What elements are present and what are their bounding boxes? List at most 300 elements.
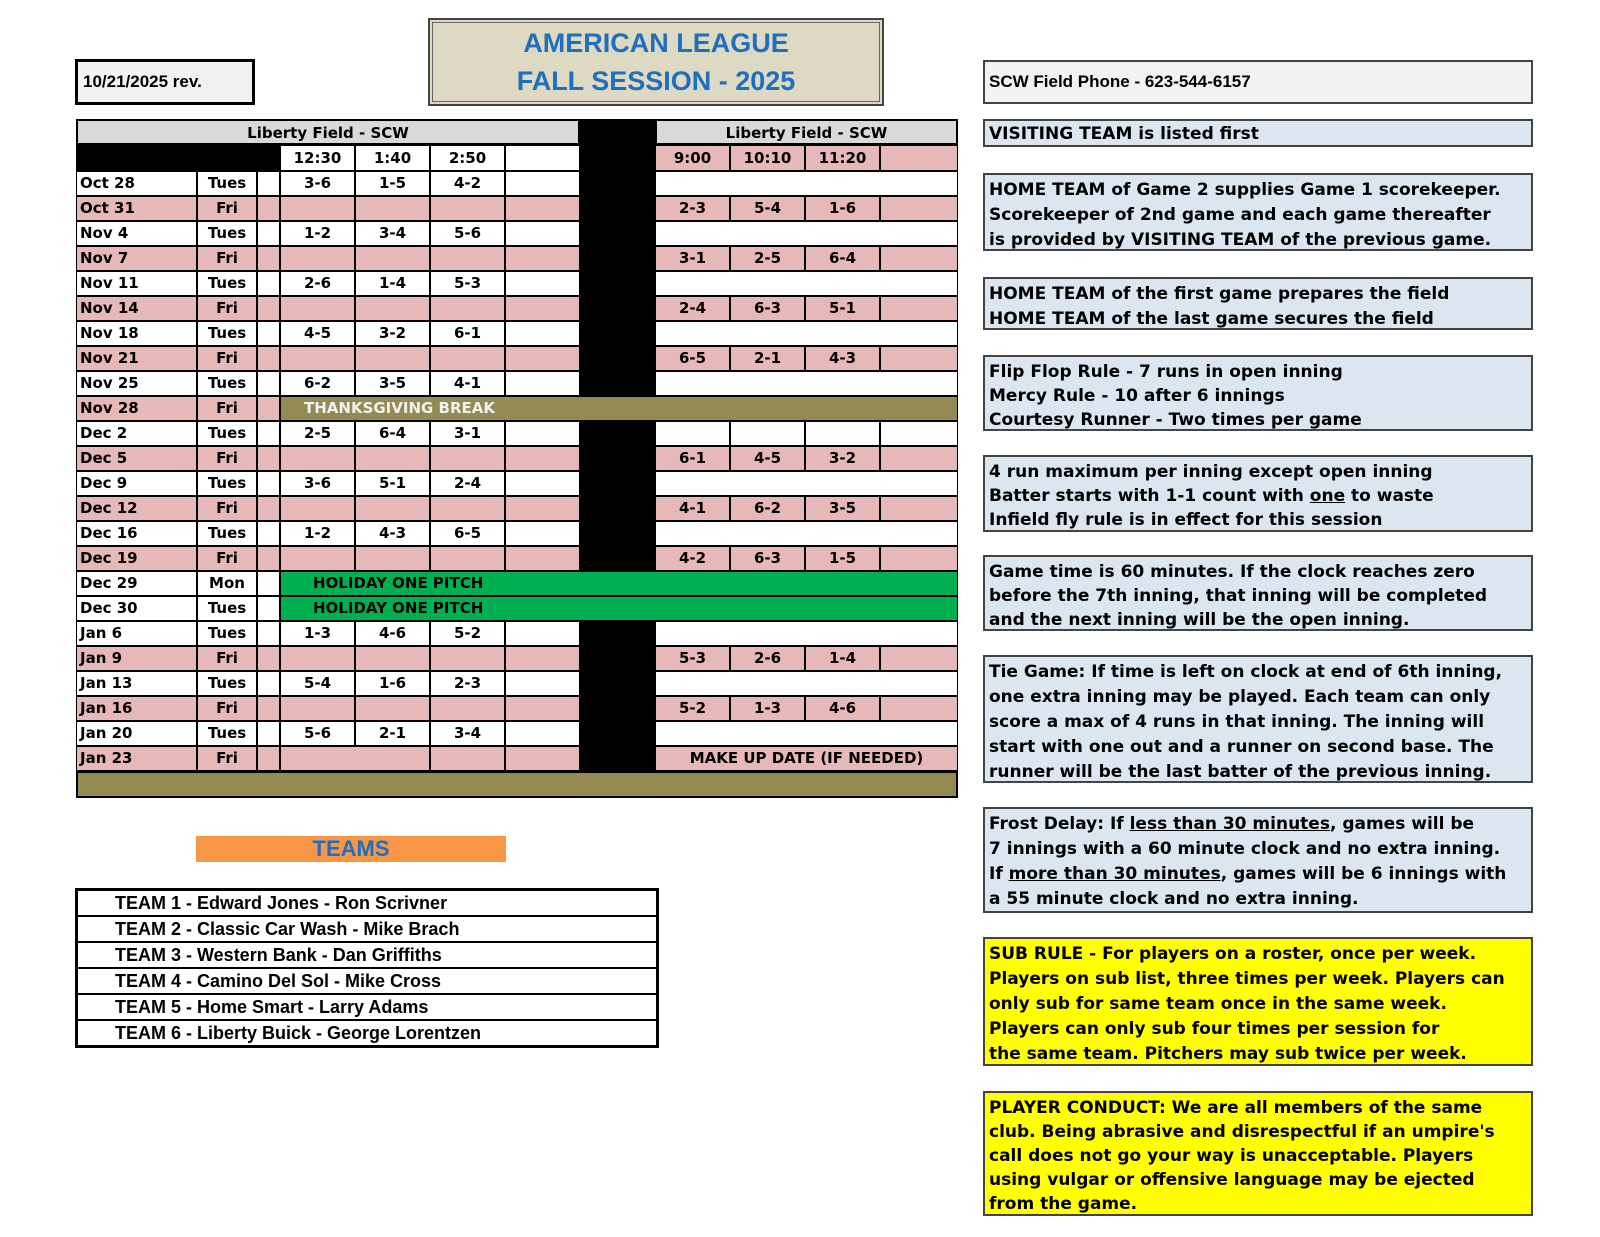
game-cell bbox=[430, 546, 505, 571]
schedule-cell bbox=[505, 496, 580, 521]
rule-line: from the game. bbox=[989, 1194, 1138, 1214]
schedule-cell bbox=[257, 346, 280, 371]
game-cell: 6-5 bbox=[430, 521, 505, 546]
schedule-cell bbox=[505, 221, 580, 246]
divider-column bbox=[580, 746, 655, 771]
game-cell: 5-1 bbox=[805, 296, 880, 321]
schedule-cell bbox=[257, 521, 280, 546]
rule-line: and the next inning will be the open inning. bbox=[989, 610, 1410, 630]
game-cell: 4-5 bbox=[730, 446, 805, 471]
rule-line: HOME TEAM of the first game prepares the field bbox=[989, 284, 1450, 304]
game-cell: 4-5 bbox=[280, 321, 355, 346]
schedule-day: Fri bbox=[197, 296, 257, 321]
game-cell: 1-6 bbox=[355, 671, 430, 696]
game-cell: 5-2 bbox=[655, 696, 730, 721]
schedule-cell bbox=[505, 546, 580, 571]
schedule-date: Dec 2 bbox=[76, 421, 197, 446]
game-cell bbox=[430, 696, 505, 721]
schedule-date: Dec 19 bbox=[76, 546, 197, 571]
game-cell bbox=[280, 696, 355, 721]
schedule-date: Nov 4 bbox=[76, 221, 197, 246]
game-cell: 2-1 bbox=[730, 346, 805, 371]
schedule-date: Nov 28 bbox=[76, 396, 197, 421]
rule-frost-delay bbox=[983, 807, 1533, 913]
schedule-cell bbox=[655, 171, 958, 196]
schedule-day: Fri bbox=[197, 246, 257, 271]
game-cell: 5-1 bbox=[355, 471, 430, 496]
schedule-cell bbox=[257, 271, 280, 296]
schedule-date: Dec 29 bbox=[76, 571, 197, 596]
rule-line: SUB RULE - For players on a roster, once per week. bbox=[989, 944, 1477, 964]
rule-line: only sub for same team once in the same week. bbox=[989, 994, 1447, 1014]
schedule-cell bbox=[257, 246, 280, 271]
schedule-cell bbox=[655, 221, 958, 246]
field-header-left: Liberty Field - SCW bbox=[76, 119, 580, 145]
rule-line: Players can only sub four times per session for bbox=[989, 1019, 1440, 1039]
rule-game-time bbox=[983, 555, 1533, 631]
schedule-cell bbox=[257, 696, 280, 721]
schedule-cell bbox=[257, 746, 280, 771]
schedule-cell bbox=[257, 421, 280, 446]
schedule-day: Fri bbox=[197, 396, 257, 421]
revision-date: 10/21/2025 rev. bbox=[75, 59, 255, 105]
time-header: 2:50 bbox=[430, 145, 505, 171]
schedule-cell bbox=[655, 421, 730, 446]
schedule-cell bbox=[257, 571, 280, 596]
schedule-date: Nov 11 bbox=[76, 271, 197, 296]
schedule-cell bbox=[257, 596, 280, 621]
rule-line: using vulgar or offensive language may be ejected bbox=[989, 1170, 1475, 1190]
schedule-date: Dec 9 bbox=[76, 471, 197, 496]
schedule-cell bbox=[880, 496, 958, 521]
game-cell: 1-2 bbox=[280, 521, 355, 546]
title-line-2: FALL SESSION - 2025 bbox=[516, 66, 796, 96]
game-cell bbox=[280, 496, 355, 521]
team-item: TEAM 2 - Classic Car Wash - Mike Brach bbox=[78, 917, 656, 943]
schedule-cell bbox=[805, 421, 880, 446]
schedule-day: Tues bbox=[197, 221, 257, 246]
schedule-cell bbox=[880, 446, 958, 471]
divider-column bbox=[580, 196, 655, 221]
rule-line: Game time is 60 minutes. If the clock reaches zero bbox=[989, 562, 1475, 582]
divider-column bbox=[580, 346, 655, 371]
game-cell: 3-6 bbox=[280, 471, 355, 496]
divider-column bbox=[580, 119, 655, 145]
schedule-cell bbox=[655, 371, 958, 396]
schedule-day: Tues bbox=[197, 721, 257, 746]
schedule-day: Tues bbox=[197, 421, 257, 446]
game-cell: 1-6 bbox=[805, 196, 880, 221]
schedule-cell bbox=[257, 546, 280, 571]
schedule-cell bbox=[880, 546, 958, 571]
game-cell bbox=[280, 346, 355, 371]
divider-column bbox=[580, 321, 655, 346]
divider-column bbox=[580, 696, 655, 721]
game-cell: 1-3 bbox=[730, 696, 805, 721]
field-header-right: Liberty Field - SCW bbox=[655, 119, 958, 145]
schedule-cell bbox=[655, 621, 958, 646]
game-cell: 1-4 bbox=[355, 271, 430, 296]
game-cell bbox=[355, 646, 430, 671]
game-cell bbox=[355, 546, 430, 571]
schedule-day: Fri bbox=[197, 346, 257, 371]
schedule-cell bbox=[505, 171, 580, 196]
game-cell: 3-5 bbox=[805, 496, 880, 521]
game-cell: 5-6 bbox=[280, 721, 355, 746]
rule-line: one extra inning may be played. Each team can only bbox=[989, 687, 1491, 707]
schedule-cell bbox=[505, 346, 580, 371]
rule-line: 7 innings with a 60 minute clock and no extra inning. bbox=[989, 839, 1501, 859]
schedule-cell bbox=[257, 646, 280, 671]
game-cell bbox=[430, 646, 505, 671]
schedule-date: Jan 6 bbox=[76, 621, 197, 646]
teams-list bbox=[75, 888, 659, 1048]
schedule-date: Nov 18 bbox=[76, 321, 197, 346]
game-cell: 3-1 bbox=[430, 421, 505, 446]
divider-column bbox=[580, 296, 655, 321]
schedule-cell bbox=[505, 721, 580, 746]
schedule-day: Tues bbox=[197, 271, 257, 296]
break-label: THANKSGIVING BREAK bbox=[304, 399, 496, 417]
game-cell bbox=[355, 346, 430, 371]
game-cell: 3-4 bbox=[430, 721, 505, 746]
schedule-cell bbox=[257, 621, 280, 646]
rule-line: score a max of 4 runs in that inning. The inning will bbox=[989, 712, 1485, 732]
teams-label: TEAMS bbox=[196, 836, 506, 862]
schedule-cell bbox=[880, 346, 958, 371]
schedule-cell bbox=[655, 721, 958, 746]
schedule-cell bbox=[257, 471, 280, 496]
rule-line: Mercy Rule - 10 after 6 innings bbox=[989, 386, 1285, 406]
game-cell bbox=[355, 196, 430, 221]
schedule-cell bbox=[505, 671, 580, 696]
schedule-cell bbox=[505, 271, 580, 296]
schedule-cell bbox=[505, 746, 580, 771]
game-cell: 2-1 bbox=[355, 721, 430, 746]
game-cell: 3-5 bbox=[355, 371, 430, 396]
game-cell: 1-5 bbox=[805, 546, 880, 571]
divider-column bbox=[580, 421, 655, 446]
rule-line: Frost Delay: If less than 30 minutes, games will be bbox=[989, 814, 1475, 834]
schedule-day: Fri bbox=[197, 446, 257, 471]
game-cell: 4-1 bbox=[655, 496, 730, 521]
divider-column bbox=[580, 521, 655, 546]
divider-column bbox=[580, 371, 655, 396]
schedule-cell bbox=[430, 746, 505, 771]
makeup-date-note: MAKE UP DATE (IF NEEDED) bbox=[655, 746, 958, 771]
game-cell bbox=[430, 246, 505, 271]
schedule-cell bbox=[257, 446, 280, 471]
game-cell bbox=[430, 196, 505, 221]
game-cell: 6-2 bbox=[730, 496, 805, 521]
rule-line: start with one out and a runner on second base. The bbox=[989, 737, 1494, 757]
rule-line: HOME TEAM of the last game secures the field bbox=[989, 309, 1434, 329]
game-cell: 6-4 bbox=[805, 246, 880, 271]
game-cell: 1-3 bbox=[280, 621, 355, 646]
schedule-date: Dec 5 bbox=[76, 446, 197, 471]
schedule-day: Fri bbox=[197, 696, 257, 721]
game-cell bbox=[355, 496, 430, 521]
game-cell: 4-2 bbox=[655, 546, 730, 571]
schedule-day: Tues bbox=[197, 671, 257, 696]
game-cell: 5-6 bbox=[430, 221, 505, 246]
schedule-day: Mon bbox=[197, 571, 257, 596]
schedule-cell bbox=[505, 196, 580, 221]
schedule-day: Tues bbox=[197, 596, 257, 621]
game-cell: 4-6 bbox=[355, 621, 430, 646]
team-item: TEAM 6 - Liberty Buick - George Lorentzen bbox=[115, 1023, 482, 1043]
schedule-cell bbox=[880, 421, 958, 446]
game-cell bbox=[355, 246, 430, 271]
rule-line: Tie Game: If time is left on clock at end of 6th inning, bbox=[989, 662, 1503, 682]
rule-line: Courtesy Runner - Two times per game bbox=[989, 410, 1362, 430]
field-phone: SCW Field Phone - 623-544-6157 bbox=[983, 60, 1533, 104]
rule-line: is provided by VISITING TEAM of the previous game. bbox=[989, 230, 1492, 250]
rule-line: VISITING TEAM is listed first bbox=[989, 124, 1259, 144]
game-cell: 3-2 bbox=[805, 446, 880, 471]
schedule-cell bbox=[505, 296, 580, 321]
game-cell: 1-2 bbox=[280, 221, 355, 246]
divider-column bbox=[580, 221, 655, 246]
holiday-band bbox=[280, 571, 958, 596]
rule-line: HOME TEAM of Game 2 supplies Game 1 scorekeeper. bbox=[989, 180, 1501, 200]
rule-line: Players on sub list, three times per week. Players can bbox=[989, 969, 1505, 989]
schedule-date: Jan 23 bbox=[76, 746, 197, 771]
schedule-cell bbox=[505, 646, 580, 671]
schedule-date: Dec 30 bbox=[76, 596, 197, 621]
game-cell: 6-3 bbox=[730, 296, 805, 321]
divider-column bbox=[580, 246, 655, 271]
rule-line: a 55 minute clock and no extra inning. bbox=[989, 889, 1359, 909]
schedule-date: Jan 16 bbox=[76, 696, 197, 721]
schedule-cell bbox=[505, 371, 580, 396]
schedule-date: Jan 20 bbox=[76, 721, 197, 746]
team-item: TEAM 1 - Edward Jones - Ron Scrivner bbox=[78, 891, 656, 917]
game-cell: 4-3 bbox=[355, 521, 430, 546]
schedule-cell bbox=[880, 646, 958, 671]
divider-column bbox=[580, 646, 655, 671]
title-line-1: AMERICAN LEAGUE bbox=[523, 28, 789, 58]
time-header: 10:10 bbox=[730, 145, 805, 171]
schedule-cell bbox=[655, 471, 958, 496]
rule-line: Flip Flop Rule - 7 runs in open inning bbox=[989, 362, 1343, 382]
break-band bbox=[280, 396, 958, 421]
schedule-cell bbox=[257, 721, 280, 746]
game-cell bbox=[280, 546, 355, 571]
game-cell: 5-3 bbox=[430, 271, 505, 296]
rule-sub bbox=[983, 937, 1533, 1066]
schedule-cell bbox=[505, 521, 580, 546]
holiday-label: HOLIDAY ONE PITCH bbox=[313, 599, 484, 617]
game-cell: 1-5 bbox=[355, 171, 430, 196]
game-cell: 4-2 bbox=[430, 171, 505, 196]
game-cell bbox=[430, 346, 505, 371]
schedule-day: Fri bbox=[197, 196, 257, 221]
game-cell bbox=[280, 646, 355, 671]
game-cell bbox=[280, 296, 355, 321]
game-cell: 6-5 bbox=[655, 346, 730, 371]
schedule-day: Fri bbox=[197, 496, 257, 521]
schedule-cell bbox=[880, 296, 958, 321]
time-header: 12:30 bbox=[280, 145, 355, 171]
schedule-cell bbox=[505, 446, 580, 471]
game-cell: 5-4 bbox=[730, 196, 805, 221]
schedule-cell bbox=[505, 621, 580, 646]
rule-player-conduct bbox=[983, 1091, 1533, 1216]
schedule-cell bbox=[880, 246, 958, 271]
rule-line: Batter starts with 1-1 count with one to waste bbox=[989, 486, 1434, 506]
schedule-cell bbox=[655, 271, 958, 296]
rule-line: club. Being abrasive and disrespectful if an umpire's bbox=[989, 1122, 1495, 1142]
divider-column bbox=[580, 471, 655, 496]
rule-flip-flop bbox=[983, 355, 1533, 431]
game-cell: 2-4 bbox=[655, 296, 730, 321]
game-cell bbox=[280, 246, 355, 271]
divider-column bbox=[580, 546, 655, 571]
game-cell: 1-4 bbox=[805, 646, 880, 671]
team-item: TEAM 5 - Home Smart - Larry Adams bbox=[78, 995, 656, 1021]
rule-line: the same team. Pitchers may sub twice per week. bbox=[989, 1044, 1467, 1064]
game-cell: 5-4 bbox=[280, 671, 355, 696]
game-cell bbox=[280, 446, 355, 471]
game-cell bbox=[355, 446, 430, 471]
game-cell: 2-6 bbox=[730, 646, 805, 671]
rule-line: Scorekeeper of 2nd game and each game thereafter bbox=[989, 205, 1491, 225]
divider-column bbox=[580, 145, 655, 171]
schedule-date: Jan 13 bbox=[76, 671, 197, 696]
time-header: 11:20 bbox=[805, 145, 880, 171]
page-title bbox=[428, 18, 884, 106]
schedule-date: Jan 9 bbox=[76, 646, 197, 671]
schedule-day: Fri bbox=[197, 546, 257, 571]
schedule-day: Tues bbox=[197, 371, 257, 396]
rule-line: If more than 30 minutes, games will be 6 innings with bbox=[989, 864, 1507, 884]
schedule-cell bbox=[257, 196, 280, 221]
game-cell: 2-5 bbox=[280, 421, 355, 446]
schedule-footer-band bbox=[76, 771, 958, 798]
game-cell: 6-2 bbox=[280, 371, 355, 396]
schedule-cell bbox=[505, 246, 580, 271]
divider-column bbox=[580, 271, 655, 296]
schedule-day: Tues bbox=[197, 471, 257, 496]
divider-column bbox=[580, 671, 655, 696]
game-cell: 4-1 bbox=[430, 371, 505, 396]
schedule-day: Tues bbox=[197, 521, 257, 546]
schedule-cell bbox=[257, 171, 280, 196]
schedule-date: Nov 25 bbox=[76, 371, 197, 396]
game-cell: 4-6 bbox=[805, 696, 880, 721]
schedule-cell bbox=[505, 421, 580, 446]
game-cell: 5-2 bbox=[430, 621, 505, 646]
schedule-cell bbox=[257, 371, 280, 396]
schedule-table bbox=[76, 119, 960, 798]
rule-line: call does not go your way is unacceptable. Players bbox=[989, 1146, 1474, 1166]
game-cell: 3-1 bbox=[655, 246, 730, 271]
game-cell: 6-1 bbox=[655, 446, 730, 471]
time-row-blank bbox=[76, 145, 280, 171]
schedule-cell bbox=[880, 696, 958, 721]
game-cell: 6-4 bbox=[355, 421, 430, 446]
time-header: 1:40 bbox=[355, 145, 430, 171]
game-cell: 2-3 bbox=[430, 671, 505, 696]
schedule-day: Fri bbox=[197, 746, 257, 771]
game-cell: 6-3 bbox=[730, 546, 805, 571]
schedule-date: Dec 16 bbox=[76, 521, 197, 546]
game-cell: 2-6 bbox=[280, 271, 355, 296]
game-cell: 3-2 bbox=[355, 321, 430, 346]
game-cell bbox=[430, 296, 505, 321]
game-cell: 4-3 bbox=[805, 346, 880, 371]
divider-column bbox=[580, 621, 655, 646]
schedule-cell bbox=[257, 221, 280, 246]
schedule-date: Dec 12 bbox=[76, 496, 197, 521]
game-cell bbox=[355, 696, 430, 721]
schedule-cell bbox=[655, 521, 958, 546]
rule-max-runs bbox=[983, 455, 1533, 532]
schedule-date: Oct 28 bbox=[76, 171, 197, 196]
game-cell bbox=[430, 446, 505, 471]
schedule-cell bbox=[280, 746, 430, 771]
schedule-date: Oct 31 bbox=[76, 196, 197, 221]
divider-column bbox=[580, 721, 655, 746]
game-cell: 2-5 bbox=[730, 246, 805, 271]
schedule-cell bbox=[880, 196, 958, 221]
time-header-blank bbox=[880, 145, 958, 171]
game-cell: 3-6 bbox=[280, 171, 355, 196]
game-cell bbox=[280, 196, 355, 221]
game-cell bbox=[355, 296, 430, 321]
rule-visiting bbox=[983, 119, 1533, 147]
rule-line: PLAYER CONDUCT: We are all members of the same bbox=[989, 1098, 1483, 1118]
schedule-cell bbox=[257, 496, 280, 521]
rule-line: before the 7th inning, that inning will be completed bbox=[989, 586, 1488, 606]
schedule-date: Nov 21 bbox=[76, 346, 197, 371]
rule-scorekeeper bbox=[983, 173, 1533, 251]
game-cell: 5-3 bbox=[655, 646, 730, 671]
schedule-cell bbox=[257, 671, 280, 696]
game-cell: 6-1 bbox=[430, 321, 505, 346]
divider-column bbox=[580, 496, 655, 521]
time-header-blank bbox=[505, 145, 580, 171]
schedule-day: Fri bbox=[197, 646, 257, 671]
divider-column bbox=[580, 171, 655, 196]
game-cell: 2-4 bbox=[430, 471, 505, 496]
divider-column bbox=[580, 446, 655, 471]
game-cell: 3-4 bbox=[355, 221, 430, 246]
rule-line: runner will be the last batter of the previous inning. bbox=[989, 762, 1492, 782]
game-cell: 2-3 bbox=[655, 196, 730, 221]
schedule-day: Tues bbox=[197, 321, 257, 346]
schedule-cell bbox=[505, 696, 580, 721]
schedule-cell bbox=[257, 296, 280, 321]
holiday-band bbox=[280, 596, 958, 621]
rule-line: Infield fly rule is in effect for this session bbox=[989, 510, 1383, 530]
schedule-cell bbox=[505, 321, 580, 346]
rule-field-prep bbox=[983, 277, 1533, 330]
rule-tie-game bbox=[983, 655, 1533, 783]
schedule-cell bbox=[655, 671, 958, 696]
schedule-date: Nov 14 bbox=[76, 296, 197, 321]
schedule-day: Tues bbox=[197, 171, 257, 196]
schedule-cell bbox=[257, 396, 280, 421]
game-cell bbox=[430, 496, 505, 521]
time-header: 9:00 bbox=[655, 145, 730, 171]
schedule-date: Nov 7 bbox=[76, 246, 197, 271]
holiday-label: HOLIDAY ONE PITCH bbox=[313, 574, 484, 592]
schedule-cell bbox=[655, 321, 958, 346]
schedule-cell bbox=[505, 471, 580, 496]
team-item: TEAM 3 - Western Bank - Dan Griffiths bbox=[78, 943, 656, 969]
